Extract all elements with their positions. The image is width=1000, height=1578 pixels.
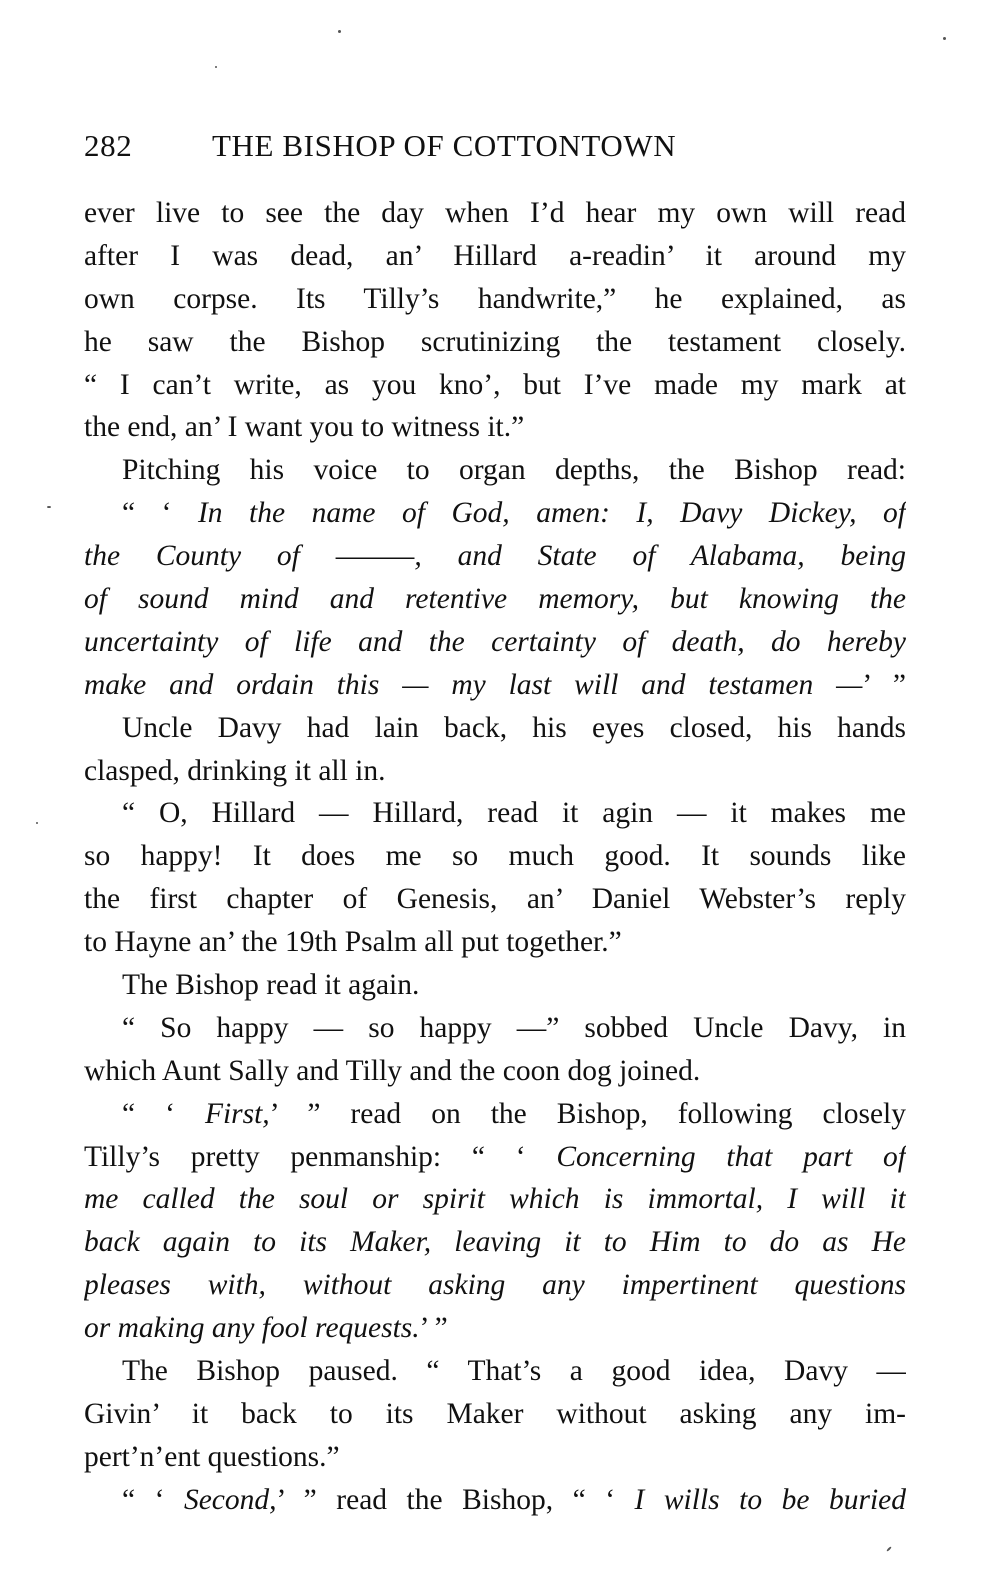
text-line [84, 1178, 906, 1221]
text-line [84, 535, 906, 578]
text-run: ’ ” read the Bishop, “ ‘ [276, 1483, 635, 1516]
text-line [84, 621, 906, 664]
text-line [84, 1136, 906, 1179]
italic-text: uncertainty of life and the certainty of death, do hereby [84, 625, 906, 658]
text-run: ’ ” read on the Bishop, following closely [269, 1097, 906, 1130]
text-run: The Bishop paused. “ That’s a good idea, Davy — [122, 1355, 906, 1388]
text-run: Uncle Davy had lain back, his eyes closed, his hands [122, 711, 906, 744]
text-run: own corpse. Its Tilly’s handwrite,” he explained, as [84, 282, 906, 315]
text-run: “ ‘ [122, 1097, 205, 1130]
italic-text: pleases with, without asking any impertinent questions [84, 1269, 906, 1302]
text-line [84, 364, 906, 407]
scan-speck [886, 1546, 892, 1552]
italic-text: Second, [183, 1483, 277, 1516]
italic-text: In the name of God, amen: I, Davy Dickey, of [197, 497, 906, 530]
text-line [84, 792, 906, 835]
text-run: ever live to see the day when I’d hear my own will read [84, 197, 906, 229]
italic-text: or making any fool requests. [84, 1312, 420, 1345]
text-run: ’ ” [419, 1312, 448, 1345]
italic-text: I wills to be buried [634, 1483, 906, 1516]
page-number: 282 [84, 128, 133, 163]
text-line [84, 1436, 906, 1479]
text-run: after I was dead, an’ Hillard a-readin’ it around my [84, 239, 906, 272]
text-run: the first chapter of Genesis, an’ Daniel Webster’s reply [84, 883, 906, 916]
scan-speck [215, 66, 217, 68]
text-line [84, 750, 906, 793]
scan-speck [47, 506, 51, 508]
text-run: “ So happy — so happy —” sobbed Uncle Davy, in [122, 1011, 906, 1044]
text-line [84, 964, 906, 1007]
text-run: clasped, drinking it all in. [84, 754, 386, 787]
text-line [84, 1479, 906, 1522]
text-line [84, 235, 906, 278]
text-run: pert’n’ent questions.” [84, 1440, 340, 1473]
text-run: Tilly’s pretty penmanship: “ ‘ [84, 1140, 557, 1173]
text-run: he saw the Bishop scrutinizing the testament closely. [84, 325, 906, 358]
text-line [84, 321, 906, 364]
text-line [84, 1307, 906, 1350]
text-line [84, 1050, 906, 1093]
scan-speck [338, 30, 341, 33]
text-line [84, 1264, 906, 1307]
text-line [84, 1350, 906, 1393]
italic-text: First, [204, 1097, 270, 1130]
text-line [84, 406, 906, 449]
italic-text: me called the soul or spirit which is immortal, I will it [84, 1183, 906, 1216]
text-run: so happy! It does me so much good. It sounds like [84, 840, 906, 873]
text-run: “ O, Hillard — Hillard, read it agin — it makes me [122, 797, 906, 830]
italic-text: the County of ———, and State of Alabama, being [84, 540, 906, 573]
text-run: which Aunt Sally and Tilly and the coon dog joined. [84, 1054, 701, 1087]
text-line [84, 449, 906, 492]
text-line [84, 1093, 906, 1136]
italic-text: make and ordain this — my last will and testamen — [84, 668, 863, 701]
italic-text: back again to its Maker, leaving it to Him to do as He [84, 1226, 906, 1259]
text-run: the end, an’ I want you to witness it.” [84, 411, 525, 444]
text-run: “ ‘ [122, 497, 198, 530]
scan-speck [36, 822, 38, 824]
text-line [84, 278, 906, 321]
text-run: “ I can’t write, as you kno’, but I’ve made my mark at [84, 368, 906, 401]
page-body [84, 192, 906, 1522]
text-run: to Hayne an’ the 19th Psalm all put together.” [84, 926, 622, 959]
text-line [84, 1221, 906, 1264]
text-line [84, 492, 906, 535]
text-line [84, 578, 906, 621]
italic-text: Concerning that part of [556, 1140, 906, 1173]
text-run: ’ ” [862, 668, 906, 701]
italic-text: of sound mind and retentive memory, but knowing the [84, 583, 906, 616]
text-line [84, 192, 906, 235]
text-line [84, 878, 906, 921]
text-run: Givin’ it back to its Maker without asking any im- [84, 1397, 906, 1430]
text-line [84, 664, 906, 707]
scan-speck [943, 37, 946, 40]
running-title: THE BISHOP OF COTTONTOWN [212, 128, 677, 163]
text-line [84, 921, 906, 964]
text-run: The Bishop read it again. [122, 969, 420, 1002]
text-run: Pitching his voice to organ depths, the Bishop read: [122, 454, 906, 487]
running-header [84, 128, 804, 172]
text-line [84, 1007, 906, 1050]
text-run: “ ‘ [122, 1483, 184, 1516]
text-line [84, 707, 906, 750]
text-line [84, 835, 906, 878]
text-line [84, 1393, 906, 1436]
